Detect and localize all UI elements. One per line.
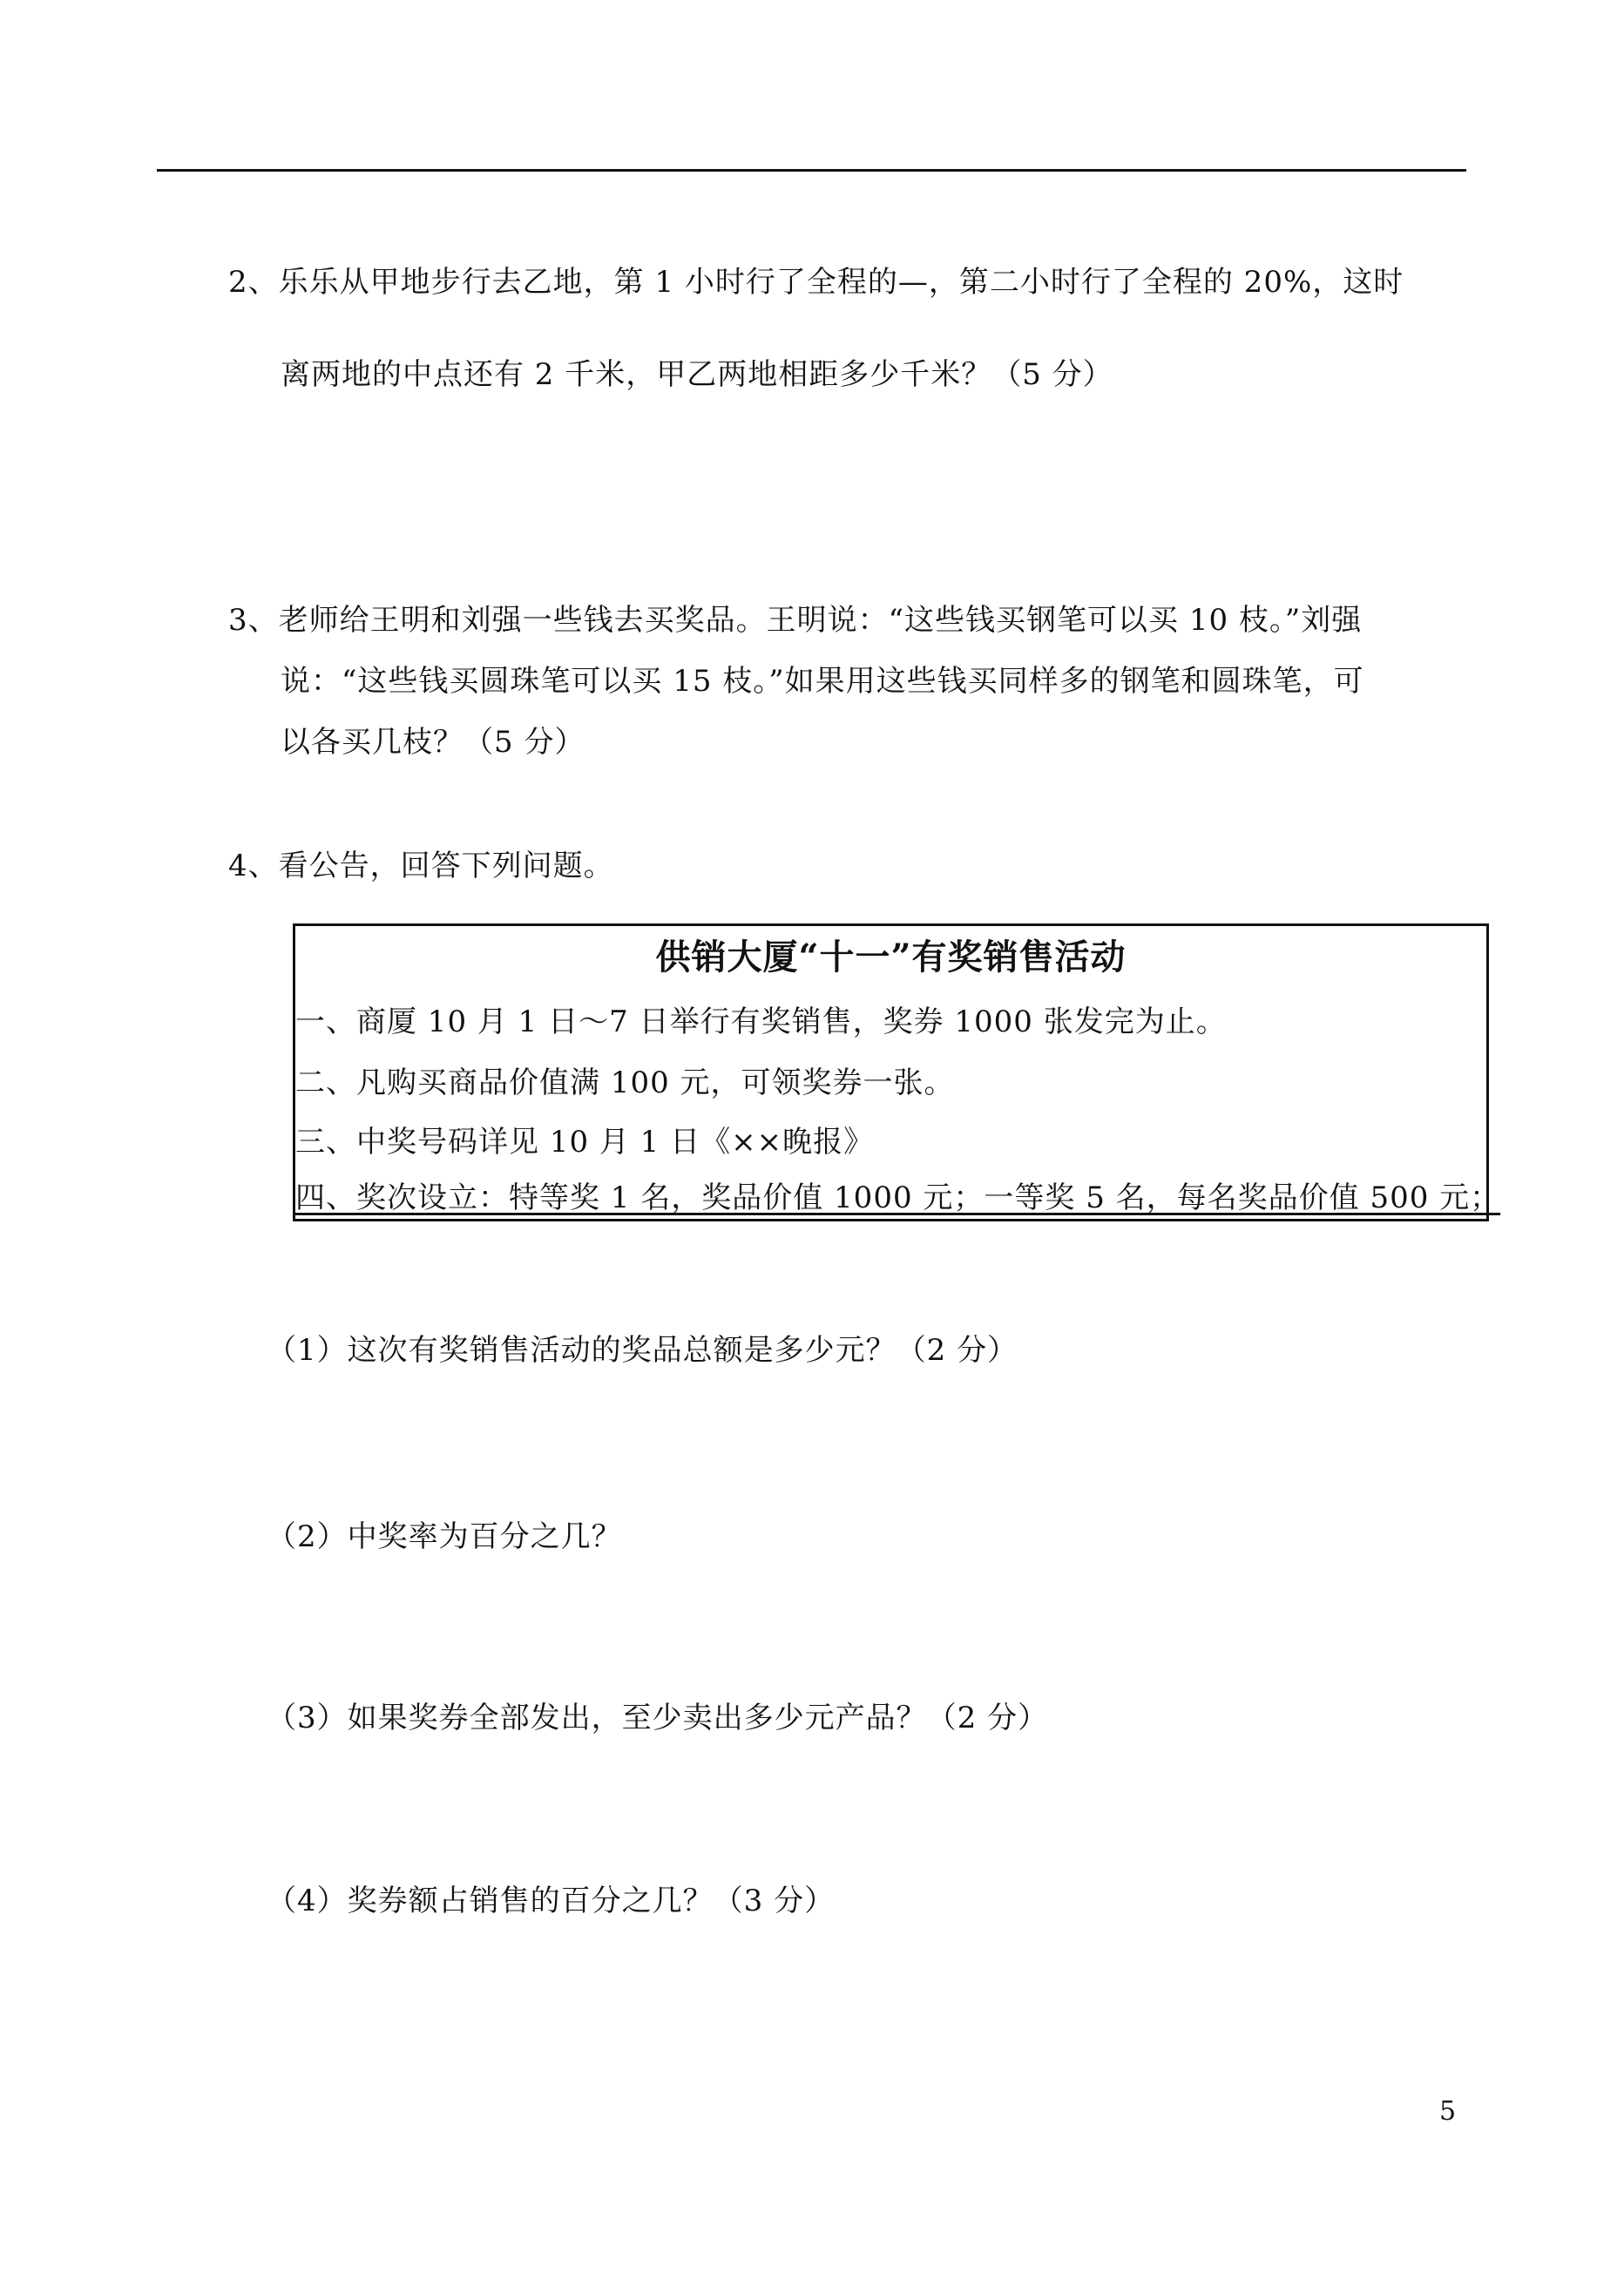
notice-item-1: 一、商厦 10 月 1 日～7 日举行有奖销售，奖券 1000 张发完为止。 [295, 1004, 1227, 1039]
notice-item-2: 二、凡购买商品价值满 100 元，可领奖券一张。 [295, 1065, 955, 1100]
notice-title: 供销大厦“十一”有奖销售活动 [655, 937, 1127, 977]
q3-line-2: 说：“这些钱买圆珠笔可以买 15 枝。”如果用这些钱买同样多的钢笔和圆珠笔，可 [281, 664, 1364, 699]
q2-line-2: 离两地的中点还有 2 千米，甲乙两地相距多少千米？（5 分） [281, 357, 1113, 392]
notice-item-4: 四、奖次设立：特等奖 1 名，奖品价值 1000 元；一等奖 5 名，每名奖品价值 500 元； [295, 1180, 1501, 1215]
q4-sub-4: （4）奖券额占销售的百分之几？（3 分） [267, 1884, 836, 1918]
q4-sub-2: （2）中奖率为百分之几？ [267, 1519, 622, 1554]
q2-line-1: 2、乐乐从甲地步行去乙地，第 1 小时行了全程的—，第二小时行了全程的 20%，这时 [228, 265, 1404, 300]
q3-line-3: 以各买几枝？（5 分） [281, 725, 585, 760]
page-number: 5 [1439, 2096, 1457, 2127]
q4-sub-3: （3）如果奖券全部发出，至少卖出多少元产品？（2 分） [267, 1701, 1049, 1735]
q4-sub-1: （1）这次有奖销售活动的奖品总额是多少元？（2 分） [267, 1333, 1018, 1368]
notice-box [293, 923, 1501, 1221]
header-rule [157, 169, 1466, 172]
q4-intro: 4、看公告，回答下列问题。 [228, 849, 614, 883]
notice-item-3: 三、中奖号码详见 10 月 1 日《××晚报》 [295, 1125, 875, 1160]
q3-line-1: 3、老师给王明和刘强一些钱去买奖品。王明说：“这些钱买钢笔可以买 10 枝。”刘强 [228, 603, 1363, 638]
